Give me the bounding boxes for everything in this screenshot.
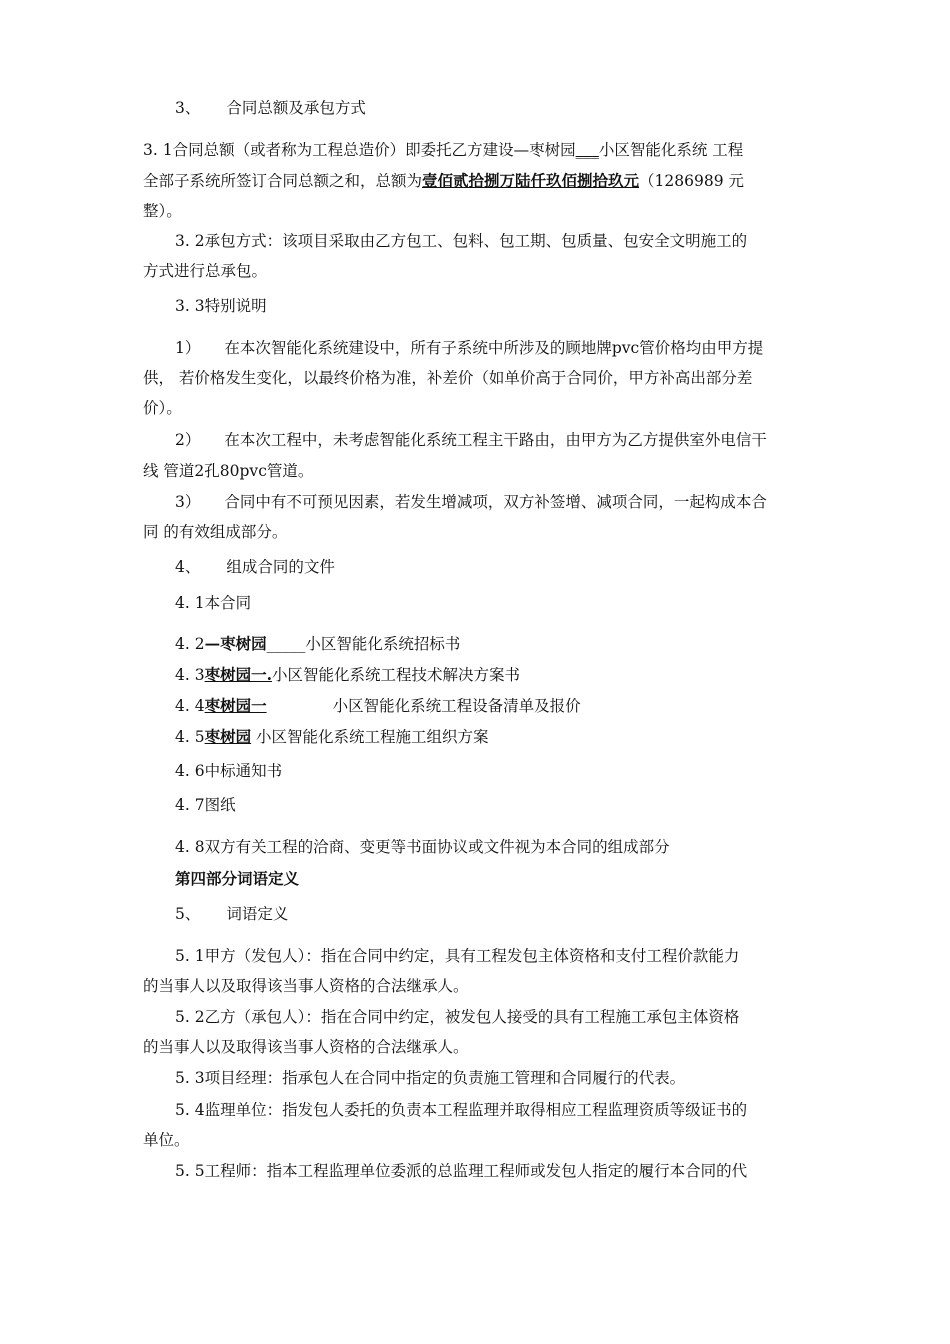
text-run: 3. 1合同总额（或者称为工程总造价）即委托乙方建设—枣树园 [143, 141, 576, 159]
definition-5-2-line-2: 的当事人以及取得该当事人资格的合法继承人。 [143, 1038, 469, 1056]
contract-amount-figure: （1286989 元 [639, 172, 744, 190]
item-text: 小区智能化系统工程设备清单及报价 [332, 697, 581, 715]
item-number: 4. 3 [175, 666, 205, 684]
item-number: 4. 2 [175, 635, 205, 653]
section-title: 组成合同的文件 [226, 558, 335, 576]
note-label: 3） [175, 493, 201, 511]
text-run: 全部子系统所签订合同总额之和，总额为 [143, 172, 423, 190]
paragraph-3-2-line-2: 方式进行总承包。 [143, 262, 268, 280]
paragraph-3-3: 3. 3特别说明 [175, 297, 267, 315]
item-text: 小区智能化系统招标书 [305, 635, 461, 653]
section-number: 3、 [175, 99, 201, 117]
project-name: 枣树园一. [204, 665, 272, 684]
text-run: 在本次智能化系统建设中，所有子系统中所涉及的顾地牌pvc管价格均由甲方提 [224, 339, 764, 357]
section-3-heading [175, 98, 366, 118]
underline-blank: _____ [266, 635, 306, 653]
section-5-heading [175, 904, 288, 924]
section-title: 词语定义 [226, 905, 289, 923]
list-item-4-7: 4. 7图纸 [175, 796, 236, 814]
note-label: 1） [175, 339, 201, 357]
list-item-4-3 [175, 665, 520, 685]
note-3-line-1 [175, 492, 767, 512]
note-1-line-3: 价）。 [143, 399, 182, 417]
text-run: 小区智能化系统 工程 [598, 141, 744, 159]
text-run: 整）。 [143, 202, 182, 220]
paragraph-3-1-line-2 [143, 171, 744, 191]
definition-5-5-line-1: 5. 5工程师：指本工程监理单位委派的总监理工程师或发包人指定的履行本合同的代 [175, 1162, 748, 1180]
item-number: 4. 5 [175, 728, 205, 746]
item-text: 小区智能化系统工程技术解决方案书 [271, 666, 520, 684]
project-name: —枣树园 [204, 634, 267, 653]
paragraph-3-1-line-1 [143, 140, 743, 160]
section-4-heading [175, 557, 335, 577]
note-1-line-2: 供， 若价格发生变化，以最终价格为准，补差价（如单价高于合同价，甲方补高出部分差 [143, 369, 753, 387]
text-run: 合同中有不可预见因素，若发生增减项，双方补签增、减项合同，一起构成本合 [224, 493, 767, 511]
list-item-4-1: 4. 1本合同 [175, 594, 252, 612]
note-label: 2） [175, 431, 201, 449]
list-item-4-8: 4. 8双方有关工程的洽商、变更等书面协议或文件视为本合同的组成部分 [175, 838, 670, 856]
project-name: 枣树园 [204, 727, 252, 746]
paragraph-3-2-line-1: 3. 2承包方式：该项目采取由乙方包工、包料、包工期、包质量、包安全文明施工的 [175, 232, 748, 250]
underline-blank: ___ [575, 141, 599, 159]
definition-5-4-line-2: 单位。 [143, 1131, 190, 1149]
definition-5-4-line-1: 5. 4监理单位：指发包人委托的负责本工程监理并取得相应工程监理资质等级证书的 [175, 1101, 748, 1119]
part-4-heading: 第四部分词语定义 [175, 869, 300, 888]
definition-5-1-line-2: 的当事人以及取得该当事人资格的合法继承人。 [143, 977, 469, 995]
paragraph-3-1-line-3 [143, 201, 182, 221]
item-number: 4. 4 [175, 697, 205, 715]
list-item-4-6: 4. 6中标通知书 [175, 762, 283, 780]
definition-5-1-line-1: 5. 1甲方（发包人）：指在合同中约定，具有工程发包主体资格和支付工程价款能力 [175, 947, 740, 965]
note-2-line-2: 线 管道2孔80pvc管道。 [143, 462, 314, 480]
note-2-line-1 [175, 430, 767, 450]
list-item-4-4 [175, 696, 581, 716]
note-3-line-2: 同 的有效组成部分。 [143, 523, 288, 541]
definition-5-3: 5. 3项目经理：指承包人在合同中指定的负责施工管理和合同履行的代表。 [175, 1069, 686, 1087]
list-item-4-2 [175, 634, 460, 654]
list-item-4-5 [175, 727, 489, 747]
section-title: 合同总额及承包方式 [226, 99, 366, 117]
contract-amount-words: 壹佰贰拾捌万陆仟玖佰捌拾玖元 [422, 171, 640, 190]
section-number: 5、 [175, 905, 201, 923]
project-name: 枣树园一 [204, 696, 267, 715]
section-number: 4、 [175, 558, 201, 576]
definition-5-2-line-1: 5. 2乙方（承包人）：指在合同中约定，被发包人接受的具有工程施工承包主体资格 [175, 1008, 740, 1026]
item-text: 小区智能化系统工程施工组织方案 [251, 728, 489, 746]
note-1-line-1 [175, 338, 763, 358]
text-run: 在本次工程中，未考虑智能化系统工程主干路由，由甲方为乙方提供室外电信干 [224, 431, 767, 449]
